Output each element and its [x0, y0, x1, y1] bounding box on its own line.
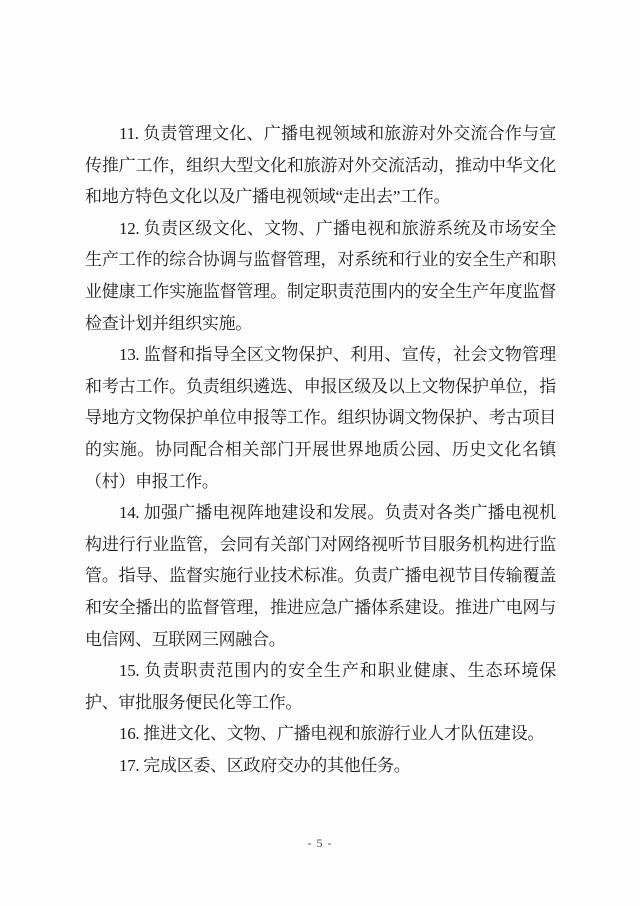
page-number: - 5 - [307, 836, 333, 850]
paragraph: 16. 推进文化、文物、广播电视和旅游行业人才队伍建设。 [119, 724, 545, 744]
paragraph: 17. 完成区委、区政府交办的其他任务。 [119, 755, 411, 775]
paragraph: 12. 负责区级文化、文物、广播电视和旅游系统及市场安全生产工作的综合协调与监督管理，对系统和行业的安全生产和职业健康工作实施监督管理。制定职责范围内的安全生产年度监督检查计划并组织实施。 [85, 218, 556, 333]
document-body-text [85, 118, 556, 781]
paragraph: 13. 监督和指导全区文物保护、利用、宣传，社会文物管理和考古工作。负责组织遴选、申报区级及以上文物保护单位，指导地方文物保护单位申报等工作。组织协调文物保护、考古项目的实施。协同配合相关部门开展世界地质公园、历史文化名镇（村）申报工作。 [85, 345, 556, 491]
paragraph: 15. 负责职责范围内的安全生产和职业健康、生态环境保护、审批服务便民化等工作。 [85, 661, 556, 712]
paragraph: 11. 负责管理文化、广播电视领域和旅游对外交流合作与宣传推广工作，组织大型文化和旅游对外交流活动，推动中华文化和地方特色文化以及广播电视领域“走出去”工作。 [85, 124, 556, 207]
paragraph: 14. 加强广播电视阵地建设和发展。负责对各类广播电视机构进行行业监管，会同有关部门对网络视听节目服务机构进行监管。指导、监督实施行业技术标准。负责广播电视节目传输覆盖和安全播出的监督管理，推进应急广播体系建设。推进广电网与电信网、互联网三网融合。 [85, 503, 556, 649]
